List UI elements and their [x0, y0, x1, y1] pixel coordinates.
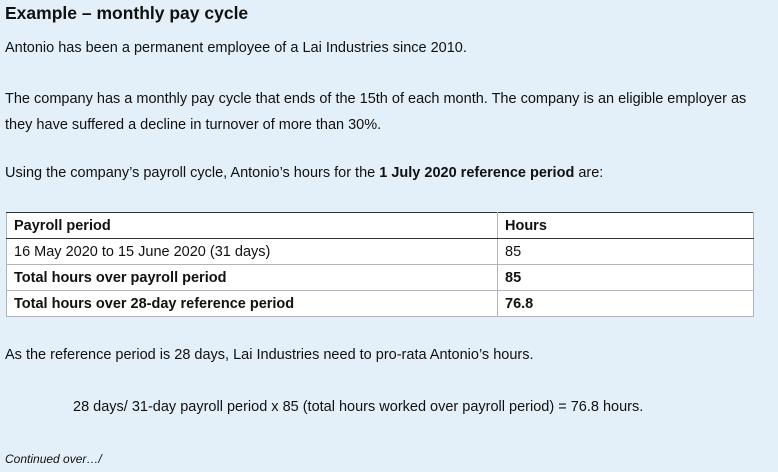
row-hours: 85 — [498, 265, 754, 291]
table-row — [7, 291, 754, 317]
reference-text-end: are: — [574, 165, 604, 181]
header-hours: Hours — [498, 213, 754, 239]
hours-table — [6, 212, 754, 317]
table-header-row — [7, 213, 754, 239]
row-hours: 76.8 — [498, 291, 754, 317]
page-title: Example – monthly pay cycle — [5, 3, 249, 23]
row-period: Total hours over payroll period — [7, 265, 498, 291]
table-row — [7, 265, 754, 291]
intro-paragraph: Antonio has been a permanent employee of a Lai Industries since 2010. — [5, 40, 467, 56]
table-row — [7, 239, 754, 265]
row-period: 16 May 2020 to 15 June 2020 (31 days) — [7, 239, 498, 265]
continued-note: Continued over…/ — [5, 452, 102, 466]
reference-period-label: 1 July 2020 reference period — [379, 165, 575, 181]
pay-cycle-paragraph: The company has a monthly pay cycle that ends of the 15th of each month. The company is an eligible employer as they have suffered a decline in turnover of more than 30%. — [5, 91, 747, 133]
row-hours: 85 — [498, 239, 754, 265]
reference-text-start: Using the company’s payroll cycle, Antonio’s hours for the — [5, 165, 380, 181]
reference-period-paragraph — [5, 160, 603, 186]
formula-line: 28 days/ 31-day payroll period x 85 (total hours worked over payroll period) = 76.8 hours. — [73, 399, 644, 415]
pro-rata-paragraph: As the reference period is 28 days, Lai Industries need to pro-rata Antonio’s hours. — [5, 347, 534, 363]
row-period: Total hours over 28-day reference period — [7, 291, 498, 317]
header-payroll-period: Payroll period — [7, 213, 498, 239]
